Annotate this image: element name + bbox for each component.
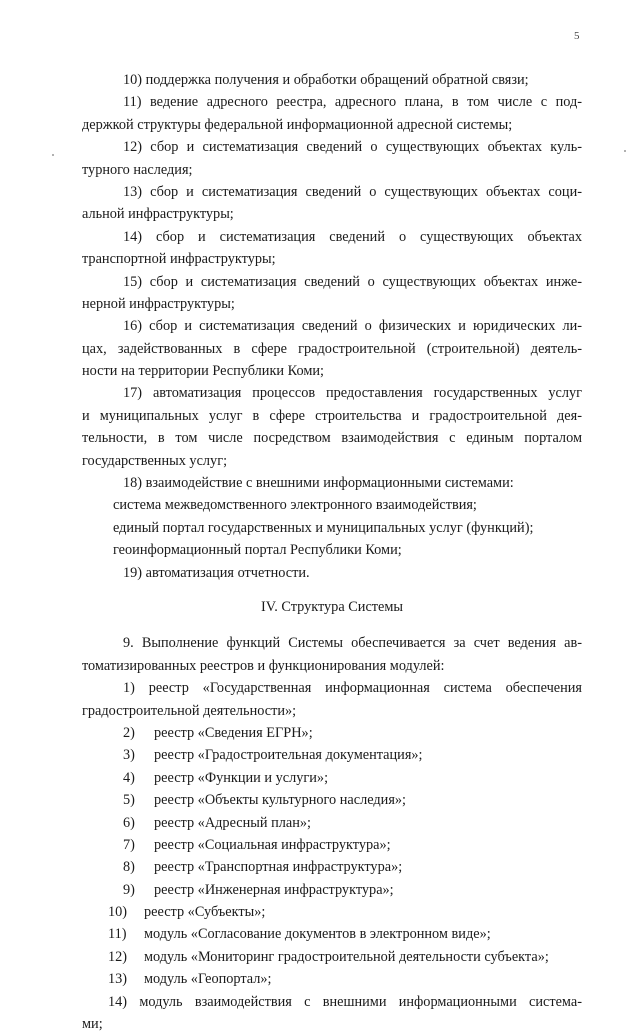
text-line: цах, задействованных в сфере градостроительной (строительной) деятель-: [82, 340, 582, 357]
module-item: [82, 812, 582, 834]
list-text: модуль «Геопортал»;: [144, 971, 272, 988]
list-number: 4): [123, 769, 135, 786]
list-item-15: [82, 271, 582, 316]
list-number: 12): [108, 948, 128, 965]
list-item-12: [82, 136, 582, 181]
list-text: реестр «Транспортная инфраструктура»;: [154, 859, 403, 876]
sub-item: единый портал государственных и муниципальных услуг (функций);: [113, 519, 534, 536]
list-number: 3): [123, 747, 135, 764]
text-line: 16) сбор и систематизация сведений о физических и юридических ли-: [123, 318, 582, 335]
sub-item: система межведомственного электронного взаимодействия;: [113, 497, 477, 514]
module-item: [82, 923, 582, 945]
list-text: модуль «Согласование документов в электронном виде»;: [144, 926, 491, 943]
text-line: нерной инфраструктуры;: [82, 295, 235, 312]
text-line: 19) автоматизация отчетности.: [123, 564, 310, 581]
list-number: 10): [108, 904, 128, 921]
text-line: томатизированных реестров и функционирования модулей:: [82, 657, 445, 674]
text-line: 18) взаимодействие с внешними информационными системами:: [123, 475, 514, 492]
module-item-14: [82, 991, 582, 1035]
module-item: [82, 856, 582, 878]
margin-speck-right: [624, 150, 626, 152]
text-line: 12) сбор и систематизация сведений о существующих объектах куль-: [123, 139, 582, 156]
text-line: турного наследия;: [82, 161, 193, 178]
module-item: [82, 722, 582, 744]
list-number: 11): [108, 926, 127, 943]
text-line: альной инфраструктуры;: [82, 206, 234, 223]
list-item-13: [82, 181, 582, 226]
text-line: держкой структуры федеральной информационной адресной системы;: [82, 116, 513, 133]
list-number: 13): [108, 971, 128, 988]
text-line: транспортной инфраструктуры;: [82, 251, 276, 268]
list-item-10: [82, 69, 582, 91]
text-line: ми;: [82, 1016, 103, 1033]
module-item: [82, 834, 582, 856]
list-text: реестр «Адресный план»;: [154, 814, 312, 831]
module-item: [82, 946, 582, 968]
list-text: модуль «Мониторинг градостроительной деятельности субъекта»;: [144, 948, 549, 965]
text-line: градостроительной деятельности»;: [82, 702, 297, 719]
module-item: [82, 879, 582, 901]
module-item: [82, 744, 582, 766]
list-text: реестр «Инженерная инфраструктура»;: [154, 881, 394, 898]
module-item: [82, 901, 582, 923]
page-number: 5: [574, 30, 580, 42]
text-line: 15) сбор и систематизация сведений о существующих объектах инже-: [123, 273, 582, 290]
section-heading: IV. Структура Системы: [260, 598, 404, 615]
list-item-11: [82, 91, 582, 136]
text-line: и муниципальных услуг в сфере строительства и градостроительной дея-: [82, 407, 582, 424]
list-item-14: [82, 226, 582, 271]
text-line: тельности, в том числе посредством взаимодействия с единым порталом: [82, 430, 582, 447]
list-text: реестр «Сведения ЕГРН»;: [154, 724, 313, 741]
text-line: 1) реестр «Государственная информационная система обеспечения: [123, 680, 582, 697]
list-text: реестр «Функции и услуги»;: [154, 769, 329, 786]
sub-item: геоинформационный портал Республики Коми;: [113, 542, 402, 559]
module-item: [82, 789, 582, 811]
text-line: 14) модуль взаимодействия с внешними информационными система-: [108, 993, 582, 1010]
paragraph-9: [82, 632, 582, 677]
text-line: 10) поддержка получения и обработки обращений обратной связи;: [123, 72, 529, 88]
text-line: 11) ведение адресного реестра, адресного плана, в том числе с под-: [123, 94, 582, 111]
list-text: реестр «Субъекты»;: [144, 904, 266, 921]
module-item: [82, 767, 582, 789]
list-item-16: [82, 315, 582, 382]
list-number: 5): [123, 792, 135, 809]
document-body: [82, 69, 582, 1035]
list-text: реестр «Социальная инфраструктура»;: [154, 836, 391, 853]
module-item-1: [82, 677, 582, 722]
module-item: [82, 968, 582, 990]
list-number: 8): [123, 859, 135, 876]
list-item-18: [82, 472, 582, 562]
list-item-19: [82, 562, 582, 584]
list-text: реестр «Градостроительная документация»;: [154, 747, 423, 764]
margin-speck-left: [52, 154, 54, 156]
text-line: 9. Выполнение функций Системы обеспечивается за счет ведения ав-: [123, 635, 582, 652]
list-number: 6): [123, 814, 135, 831]
text-line: 14) сбор и систематизация сведений о существующих объектах: [123, 228, 582, 245]
list-number: 2): [123, 724, 135, 741]
text-line: государственных услуг;: [82, 452, 228, 469]
list-text: реестр «Объекты культурного наследия»;: [154, 792, 407, 809]
list-number: 7): [123, 836, 135, 853]
text-line: ности на территории Республики Коми;: [82, 363, 324, 380]
text-line: 17) автоматизация процессов предоставления государственных услуг: [123, 385, 582, 402]
list-item-17: [82, 382, 582, 472]
text-line: 13) сбор и систематизация сведений о существующих объектах соци-: [123, 183, 582, 200]
list-number: 9): [123, 881, 135, 898]
module-list: [82, 722, 582, 991]
